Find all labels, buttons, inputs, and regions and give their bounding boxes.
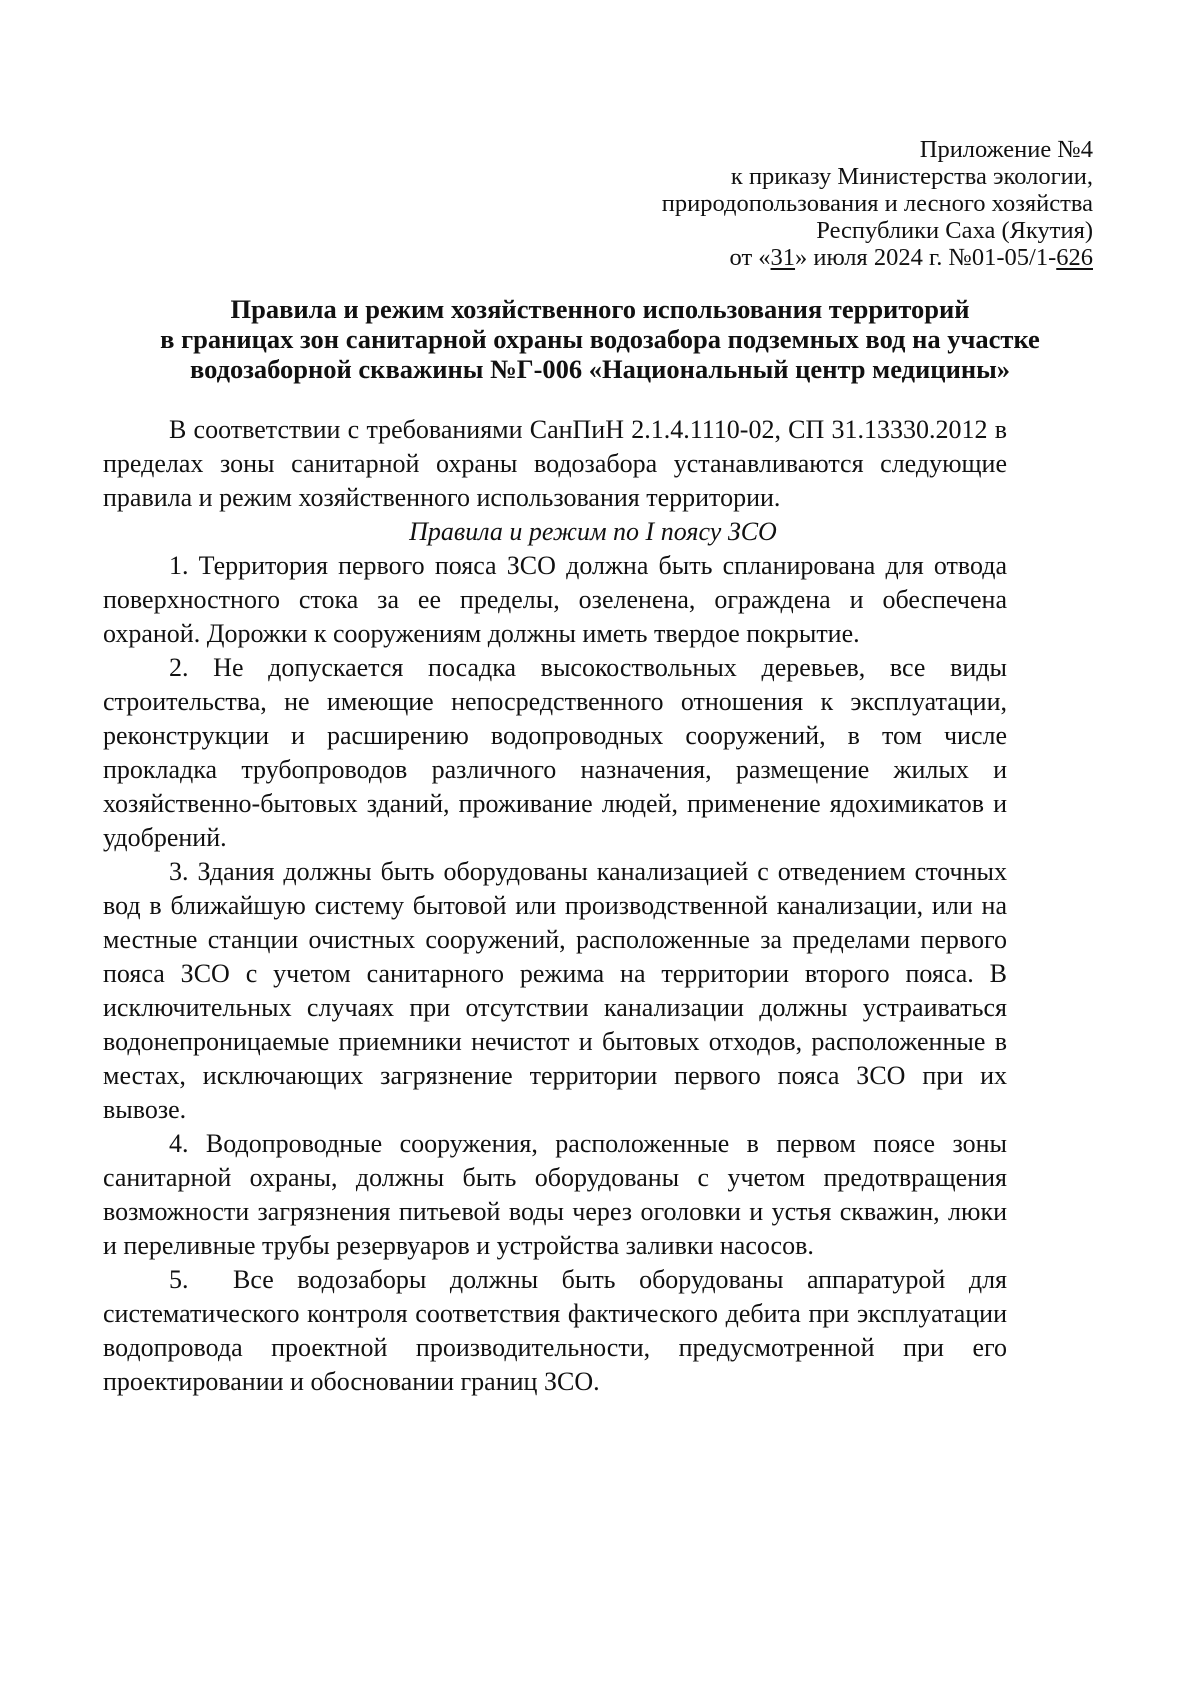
rule-item-5-number: 5. bbox=[169, 1265, 189, 1294]
title-line-2: в границах зон санитарной охраны водозабора подземных вод на участке bbox=[160, 324, 1040, 354]
title-line-1: Правила и режим хозяйственного использования территорий bbox=[230, 294, 970, 324]
date-prefix: от « bbox=[729, 244, 771, 271]
rule-item-5-text: Все водозаборы должны быть оборудованы аппаратурой для систематического контроля соответствия фактического дебита при эксплуатации водопровода проектной производительности, предусмотренной при его проектировании и обосновании границ ЗСО. bbox=[103, 1265, 1007, 1396]
section-subheading: Правила и режим по I поясу ЗСО bbox=[409, 517, 777, 546]
rule-item-4: 4. Водопроводные сооружения, расположенные в первом поясе зоны санитарной охраны, должны быть оборудованы с учетом предотвращения возможности загрязнения питьевой воды через оголовки и устья скважин, люки и переливные трубы резервуаров и устройства заливки насосов. bbox=[103, 1129, 1007, 1260]
appendix-number: Приложение №4 bbox=[919, 136, 1093, 163]
rule-item-1: 1. Территория первого пояса ЗСО должна быть спланирована для отвода поверхностного стока за ее пределы, озеленена, ограждена и обеспечена охраной. Дорожки к сооружениям должны иметь твердое покрытие. bbox=[103, 551, 1007, 648]
rule-item-2: 2. Не допускается посадка высокоствольных деревьев, все виды строительства, не имеющие непосредственного отношения к эксплуатации, реконструкции и расширению водопроводных сооружений, в том числе прокладка трубопроводов различного назначения, размещение жилых и хозяйственно-бытовых зданий, проживание людей, применение ядохимикатов и удобрений. bbox=[103, 653, 1007, 852]
title-line-3: водозаборной скважины №Г-006 «Национальный центр медицины» bbox=[189, 354, 1011, 384]
rule-item-3: 3. Здания должны быть оборудованы канализацией с отведением сточных вод в ближайшую систему бытовой или производственной канализации, или на местные станции очистных сооружений, расположенные за пределами первого пояса ЗСО с учетом санитарного режима на территории второго пояса. В исключительных случаях при отсутствии канализации должны устраиваться водонепроницаемые приемники нечистот и бытовых отходов, расположенные в местах, исключающих загрязнение территории первого пояса ЗСО при их вывозе. bbox=[103, 857, 1007, 1124]
document-body bbox=[103, 413, 1007, 1399]
appendix-ministry: природопользования и лесного хозяйства bbox=[661, 190, 1093, 217]
rule-item-5 bbox=[103, 1263, 1007, 1399]
date-month-year: » июля 2024 г. №01-05/1- bbox=[795, 244, 1057, 271]
appendix-order-date bbox=[453, 244, 1093, 271]
appendix-order-ref: к приказу Министерства экологии, bbox=[730, 163, 1093, 190]
document-title bbox=[100, 294, 1100, 384]
order-number: 626 bbox=[1056, 244, 1093, 271]
order-day: 31 bbox=[770, 244, 796, 271]
appendix-republic: Республики Саха (Якутия) bbox=[816, 217, 1093, 244]
appendix-header bbox=[453, 136, 1093, 271]
intro-paragraph: В соответствии с требованиями СанПиН 2.1.4.1110-02, СП 31.13330.2012 в пределах зоны санитарной охраны водозабора устанавливаются следующие правила и режим хозяйственного использования территории. bbox=[103, 415, 1007, 512]
